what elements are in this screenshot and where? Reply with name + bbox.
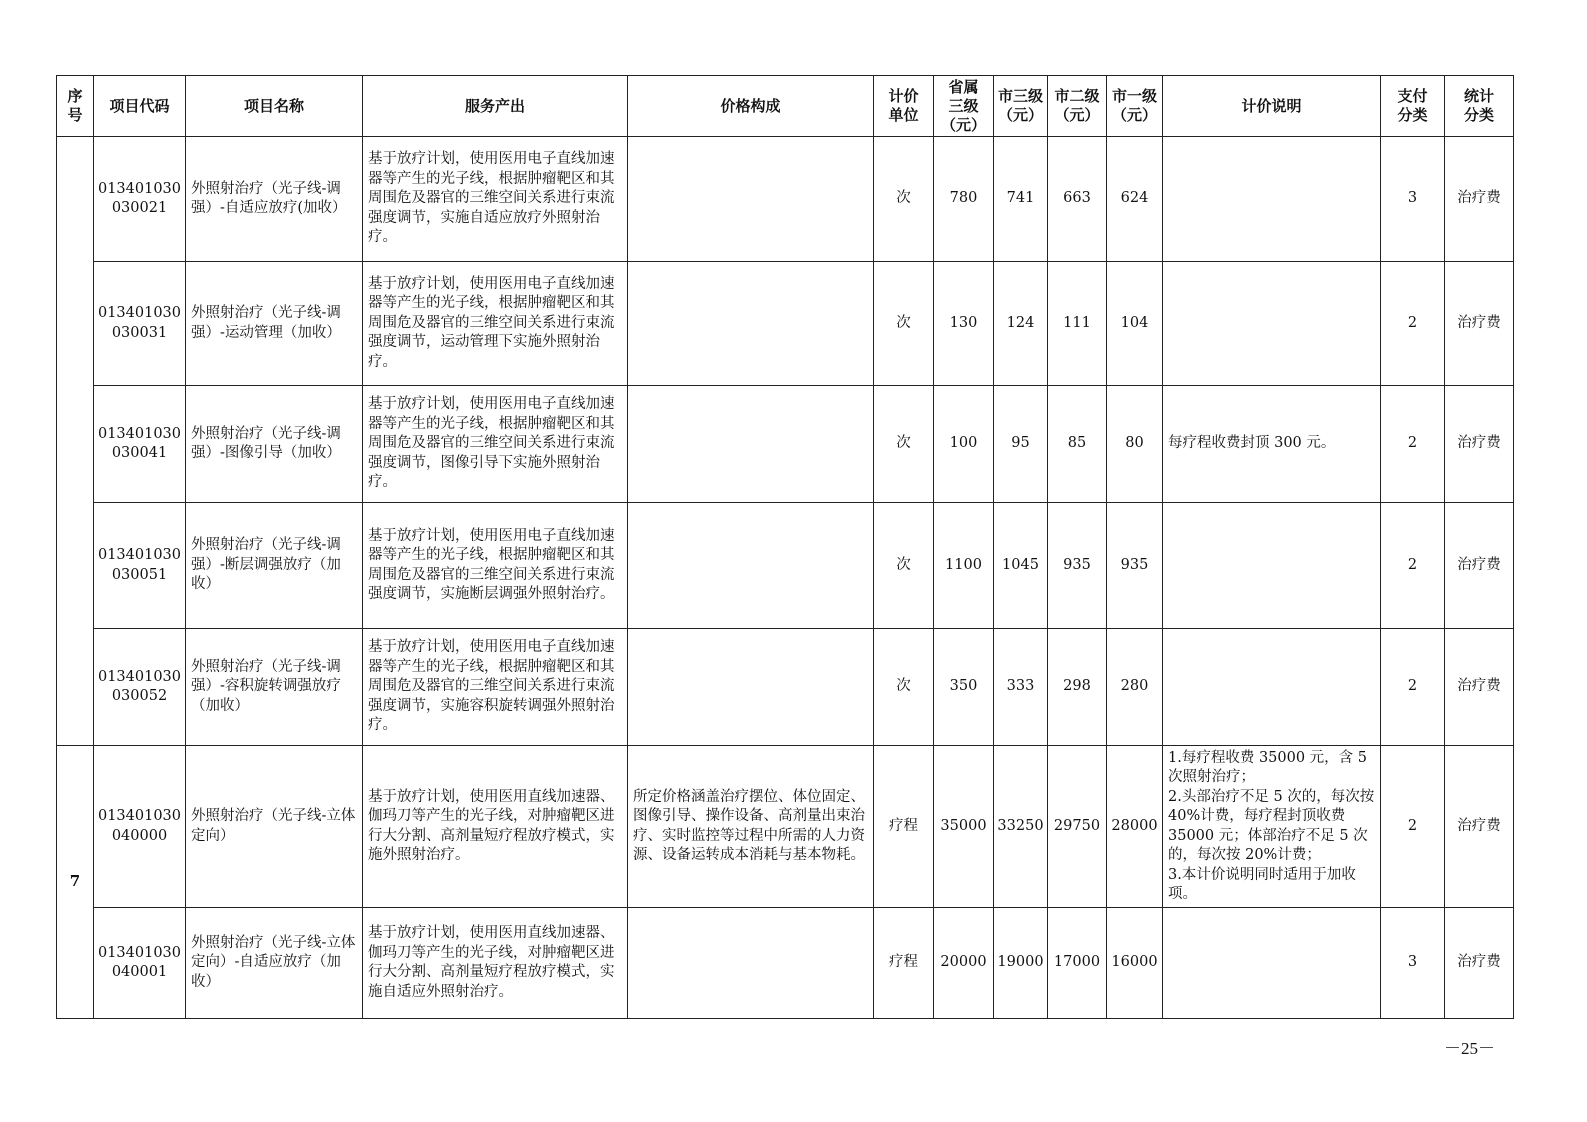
pricing-note: 1.每疗程收费 35000 元，含 5 次照射治疗； 2.头部治疗不足 5 次的，每次按 40%计费，每疗程封顶收费 35000 元；体部治疗不足 5 次的，每次按 20%计费； 3.本计价说明同时适用于加收项。 <box>1163 746 1381 908</box>
payment-class: 2 <box>1381 386 1445 503</box>
header-prov: 省属 三级 （元） <box>934 76 994 137</box>
unit: 次 <box>874 386 934 503</box>
price-prov: 20000 <box>934 908 994 1019</box>
payment-class: 2 <box>1381 746 1445 908</box>
unit: 次 <box>874 262 934 386</box>
price-city1: 16000 <box>1107 908 1163 1019</box>
item-code: 013401030 030051 <box>94 503 186 629</box>
pricing-note <box>1163 908 1381 1019</box>
table-row <box>57 262 1514 386</box>
table-row <box>57 746 1514 908</box>
price-composition: 所定价格涵盖治疗摆位、体位固定、图像引导、操作设备、高剂量出束治疗、实时监控等过程中所需的人力资源、设备运转成本消耗与基本物耗。 <box>628 746 874 908</box>
pricing-note: 每疗程收费封顶 300 元。 <box>1163 386 1381 503</box>
price-prov: 1100 <box>934 503 994 629</box>
price-city2: 298 <box>1048 629 1107 746</box>
header-code: 项目代码 <box>94 76 186 137</box>
price-city1: 28000 <box>1107 746 1163 908</box>
table-row <box>57 629 1514 746</box>
price-city3: 741 <box>994 137 1048 262</box>
price-prov: 780 <box>934 137 994 262</box>
stat-class: 治疗费 <box>1445 503 1514 629</box>
item-code: 013401030 040000 <box>94 746 186 908</box>
header-pay: 支付 分类 <box>1381 76 1445 137</box>
service-output: 基于放疗计划，使用医用电子直线加速器等产生的光子线，根据肿瘤靶区和其周围危及器官的三维空间关系进行束流强度调节，运动管理下实施外照射治疗。 <box>363 262 628 386</box>
header-unit: 计价 单位 <box>874 76 934 137</box>
stat-class: 治疗费 <box>1445 908 1514 1019</box>
service-output: 基于放疗计划，使用医用电子直线加速器等产生的光子线，根据肿瘤靶区和其周围危及器官的三维空间关系进行束流强度调节，实施自适应放疗外照射治疗。 <box>363 137 628 262</box>
price-city1: 935 <box>1107 503 1163 629</box>
item-code: 013401030 040001 <box>94 908 186 1019</box>
pricing-note <box>1163 262 1381 386</box>
price-city1: 80 <box>1107 386 1163 503</box>
table-row <box>57 386 1514 503</box>
unit: 次 <box>874 629 934 746</box>
price-prov: 350 <box>934 629 994 746</box>
stat-class: 治疗费 <box>1445 746 1514 908</box>
payment-class: 3 <box>1381 908 1445 1019</box>
item-name: 外照射治疗（光子线-立体定向）-自适应放疗（加收） <box>186 908 363 1019</box>
price-city1: 104 <box>1107 262 1163 386</box>
header-composition: 价格构成 <box>628 76 874 137</box>
pricing-note <box>1163 137 1381 262</box>
table-row <box>57 908 1514 1019</box>
price-table <box>56 75 1514 1019</box>
table-row <box>57 503 1514 629</box>
stat-class: 治疗费 <box>1445 137 1514 262</box>
header-service: 服务产出 <box>363 76 628 137</box>
item-code: 013401030 030031 <box>94 262 186 386</box>
price-city2: 29750 <box>1048 746 1107 908</box>
service-output: 基于放疗计划，使用医用直线加速器、伽玛刀等产生的光子线，对肿瘤靶区进行大分割、高剂量短疗程放疗模式，实施外照射治疗。 <box>363 746 628 908</box>
header-city3: 市三级 （元） <box>994 76 1048 137</box>
header-name: 项目名称 <box>186 76 363 137</box>
price-composition <box>628 908 874 1019</box>
stat-class: 治疗费 <box>1445 386 1514 503</box>
item-name: 外照射治疗（光子线-调强）-自适应放疗(加收） <box>186 137 363 262</box>
price-city3: 1045 <box>994 503 1048 629</box>
price-composition <box>628 137 874 262</box>
price-prov: 100 <box>934 386 994 503</box>
unit: 次 <box>874 503 934 629</box>
service-output: 基于放疗计划，使用医用电子直线加速器等产生的光子线，根据肿瘤靶区和其周围危及器官的三维空间关系进行束流强度调节，图像引导下实施外照射治疗。 <box>363 386 628 503</box>
header-stat: 统计 分类 <box>1445 76 1514 137</box>
table-header-row <box>57 76 1514 137</box>
table-row <box>57 137 1514 262</box>
price-city3: 124 <box>994 262 1048 386</box>
item-name: 外照射治疗（光子线-调强）-运动管理（加收） <box>186 262 363 386</box>
seq-cell-empty <box>57 137 94 746</box>
price-city3: 33250 <box>994 746 1048 908</box>
service-output: 基于放疗计划，使用医用电子直线加速器等产生的光子线，根据肿瘤靶区和其周围危及器官的三维空间关系进行束流强度调节，实施容积旋转调强外照射治疗。 <box>363 629 628 746</box>
price-city2: 935 <box>1048 503 1107 629</box>
price-prov: 35000 <box>934 746 994 908</box>
price-composition <box>628 503 874 629</box>
price-city3: 95 <box>994 386 1048 503</box>
pricing-note <box>1163 629 1381 746</box>
price-composition <box>628 386 874 503</box>
item-code: 013401030 030021 <box>94 137 186 262</box>
service-output: 基于放疗计划，使用医用电子直线加速器等产生的光子线，根据肿瘤靶区和其周围危及器官的三维空间关系进行束流强度调节，实施断层调强外照射治疗。 <box>363 503 628 629</box>
service-output: 基于放疗计划，使用医用直线加速器、伽玛刀等产生的光子线，对肿瘤靶区进行大分割、高剂量短疗程放疗模式，实施自适应外照射治疗。 <box>363 908 628 1019</box>
item-name: 外照射治疗（光子线-调强）-图像引导（加收） <box>186 386 363 503</box>
item-code: 013401030 030052 <box>94 629 186 746</box>
item-name: 外照射治疗（光子线-调强）-容积旋转调强放疗（加收） <box>186 629 363 746</box>
header-city1: 市一级 （元） <box>1107 76 1163 137</box>
price-city2: 663 <box>1048 137 1107 262</box>
item-name: 外照射治疗（光子线-立体定向） <box>186 746 363 908</box>
price-composition <box>628 262 874 386</box>
price-city1: 280 <box>1107 629 1163 746</box>
unit: 疗程 <box>874 746 934 908</box>
price-city3: 333 <box>994 629 1048 746</box>
payment-class: 3 <box>1381 137 1445 262</box>
unit: 疗程 <box>874 908 934 1019</box>
payment-class: 2 <box>1381 503 1445 629</box>
payment-class: 2 <box>1381 629 1445 746</box>
pricing-note <box>1163 503 1381 629</box>
price-city2: 17000 <box>1048 908 1107 1019</box>
header-city2: 市二级 （元） <box>1048 76 1107 137</box>
price-city2: 111 <box>1048 262 1107 386</box>
price-city1: 624 <box>1107 137 1163 262</box>
unit: 次 <box>874 137 934 262</box>
page-number: －25－ <box>1444 1039 1495 1058</box>
header-seq: 序 号 <box>57 76 94 137</box>
seq-number: 7 <box>57 746 94 1019</box>
stat-class: 治疗费 <box>1445 629 1514 746</box>
price-prov: 130 <box>934 262 994 386</box>
price-composition <box>628 629 874 746</box>
price-city2: 85 <box>1048 386 1107 503</box>
item-name: 外照射治疗（光子线-调强）-断层调强放疗（加收） <box>186 503 363 629</box>
stat-class: 治疗费 <box>1445 262 1514 386</box>
price-city3: 19000 <box>994 908 1048 1019</box>
item-code: 013401030 030041 <box>94 386 186 503</box>
header-note: 计价说明 <box>1163 76 1381 137</box>
payment-class: 2 <box>1381 262 1445 386</box>
